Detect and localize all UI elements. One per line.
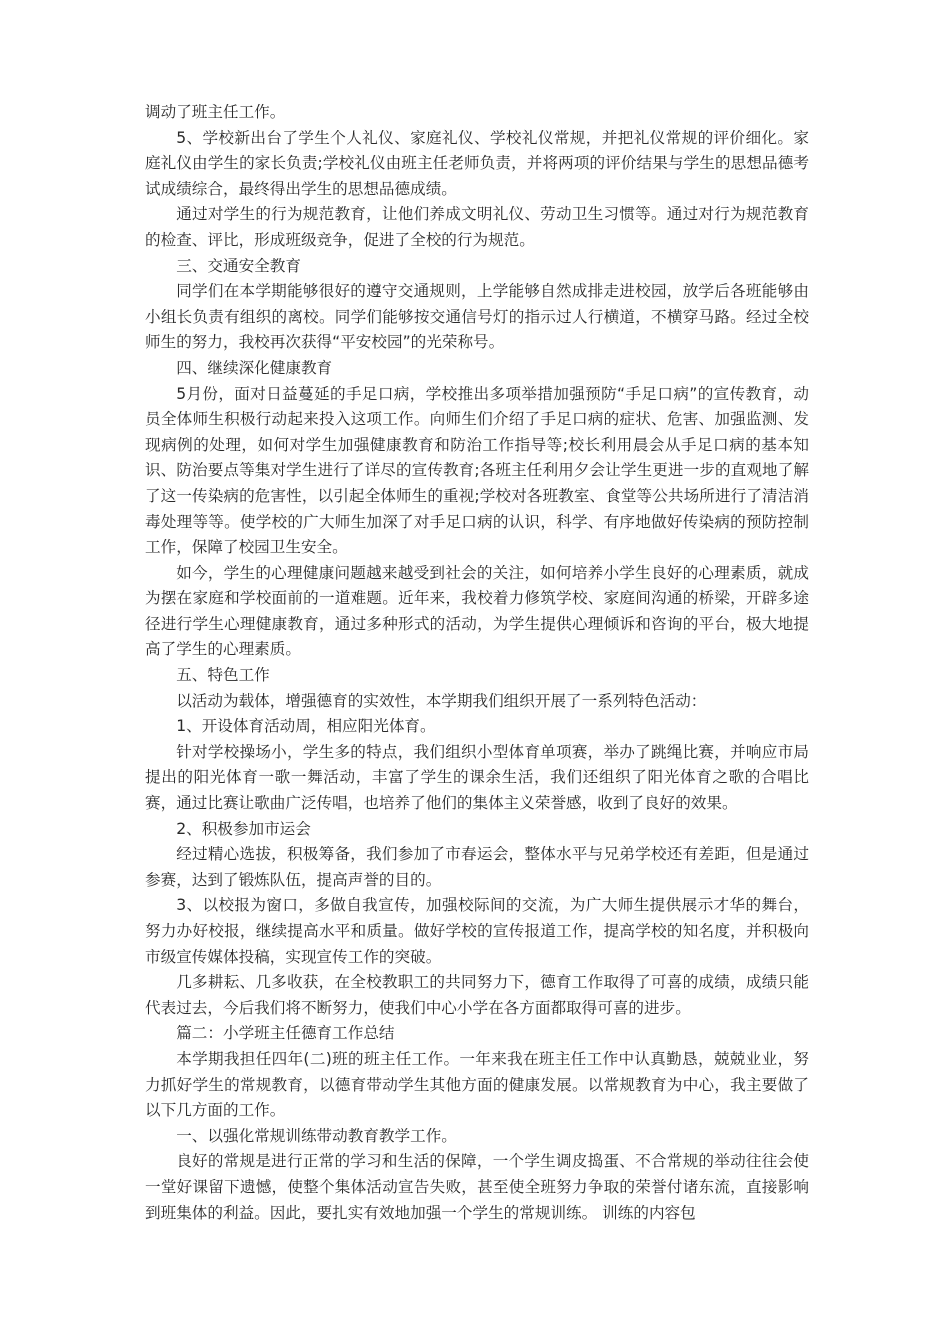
paragraph-sports-week: 针对学校操场小，学生多的特点，我们组织小型体育单项赛，举办了跳绳比赛，并响应市局提出的阳光体育一歌一舞活动，丰富了学生的课余生活，我们还组织了阳光体育之歌的合唱比赛，通过比赛让歌曲广泛传唱，也培养了他们的集体主义荣誉感，收到了良好的效果。 (145, 742, 809, 813)
section-heading-routine-training: 一、以强化常规训练带动教育教学工作。 (176, 1126, 457, 1145)
paragraph-routine-training: 良好的常规是进行正常的学习和生活的保障，一个学生调皮捣蛋、不合常规的举动往往会使一堂好课留下遗憾，使整个集体活动宣告失败，甚至使全班努力争取的荣誉付诸东流，直接影响到班集体的利益。因此，要扎实有效地加强一个学生的常规训练。 训练的内容包 (145, 1152, 809, 1222)
paragraph-item-5-etiquette: 5、学校新出台了学生个人礼仪、家庭礼仪、学校礼仪常规，并把礼仪常规的评价细化。家庭礼仪由学生的家长负责;学校礼仪由班主任老师负责，并将两项的评价结果与学生的思想品德考试成绩综合，最终得出学生的思想品德成绩。 (145, 128, 809, 198)
paragraph-activities-intro: 以活动为载体，增强德育的实效性，本学期我们组织开展了一系列特色活动： (176, 691, 707, 710)
article-heading-part-two: 篇二：小学班主任德育工作总结 (176, 1024, 395, 1043)
section-heading-special-work: 五、特色工作 (176, 666, 270, 685)
paragraph-school-newspaper: 3、以校报为窗口，多做自我宣传，加强校际间的交流，为广大师生提供展示才华的舞台，努力办好校报，继续提高水平和质量。做好学校的宣传报道工作，提高学校的知名度，并积极向市级宣传媒体投稿，实现宣传工作的突破。 (145, 896, 809, 966)
paragraph-mental-health: 如今，学生的心理健康问题越来越受到社会的关注，如何培养小学生良好的心理素质，就成为摆在家庭和学校面前的一道难题。近年来，我校着力修筑学校、家庭间沟通的桥梁，开辟多途径进行学生心理健康教育，通过多种形式的活动，为学生提供心理倾诉和咨询的平台，极大地提高了学生的心理素质。 (145, 563, 809, 659)
paragraph-conclusion: 几多耕耘、几多收获，在全校教职工的共同努力下，德育工作取得了可喜的成绩，成绩只能代表过去，今后我们将不断努力，使我们中心小学在各方面都取得可喜的进步。 (145, 973, 809, 1017)
item-heading-city-games: 2、积极参加市运会 (176, 819, 311, 838)
document-body (145, 100, 809, 1226)
paragraph-traffic-rules: 同学们在本学期能够很好的遵守交通规则，上学能够自然成排走进校园，放学后各班能够由小组长负责有组织的离校。同学们能够按交通信号灯的指示过人行横道，不横穿马路。经过全校师生的努力，我校再次获得“平安校园”的光荣称号。 (145, 282, 809, 352)
section-heading-health-education: 四、继续深化健康教育 (176, 358, 333, 377)
item-heading-sports-week: 1、开设体育活动周，相应阳光体育。 (176, 717, 436, 736)
paragraph-class-teacher-intro: 本学期我担任四年(二)班的班主任工作。一年来我在班主任工作中认真勤恳，兢兢业业，努力抓好学生的常规教育，以德育带动学生其他方面的健康发展。以常规教育为中心，我主要做了以下几方面的工作。 (145, 1049, 809, 1120)
paragraph-behavior-norms: 通过对学生的行为规范教育，让他们养成文明礼仪、劳动卫生习惯等。通过对行为规范教育的检查、评比，形成班级竞争，促进了全校的行为规范。 (145, 205, 809, 249)
section-heading-traffic-safety: 三、交通安全教育 (176, 256, 301, 275)
paragraph-hand-foot-mouth: 5月份，面对日益蔓延的手足口病，学校推出多项举措加强预防“手足口病”的宣传教育，动员全体师生积极行动起来投入这项工作。向师生们介绍了手足口病的症状、危害、加强监测、发现病例的处理，如何对学生加强健康教育和防治工作指导等;校长利用晨会从手足口病的基本知识、防治要点等集对学生进行了详尽的宣传教育;各班主任利用夕会让学生更进一步的直观地了解了这一传染病的危害性，以引起全体师生的重视;学校对各班教室、食堂等公共场所进行了清洁消毒处理等等。使学校的广大师生加深了对手足口病的认识，科学、有序地做好传染病的预防控制工作，保障了校园卫生安全。 (145, 384, 809, 557)
paragraph-continued: 调动了班主任工作。 (145, 103, 286, 121)
paragraph-city-games: 经过精心选拔，积极筹备，我们参加了市春运会，整体水平与兄弟学校还有差距，但是通过参赛，达到了锻炼队伍，提高声誉的目的。 (145, 845, 809, 889)
